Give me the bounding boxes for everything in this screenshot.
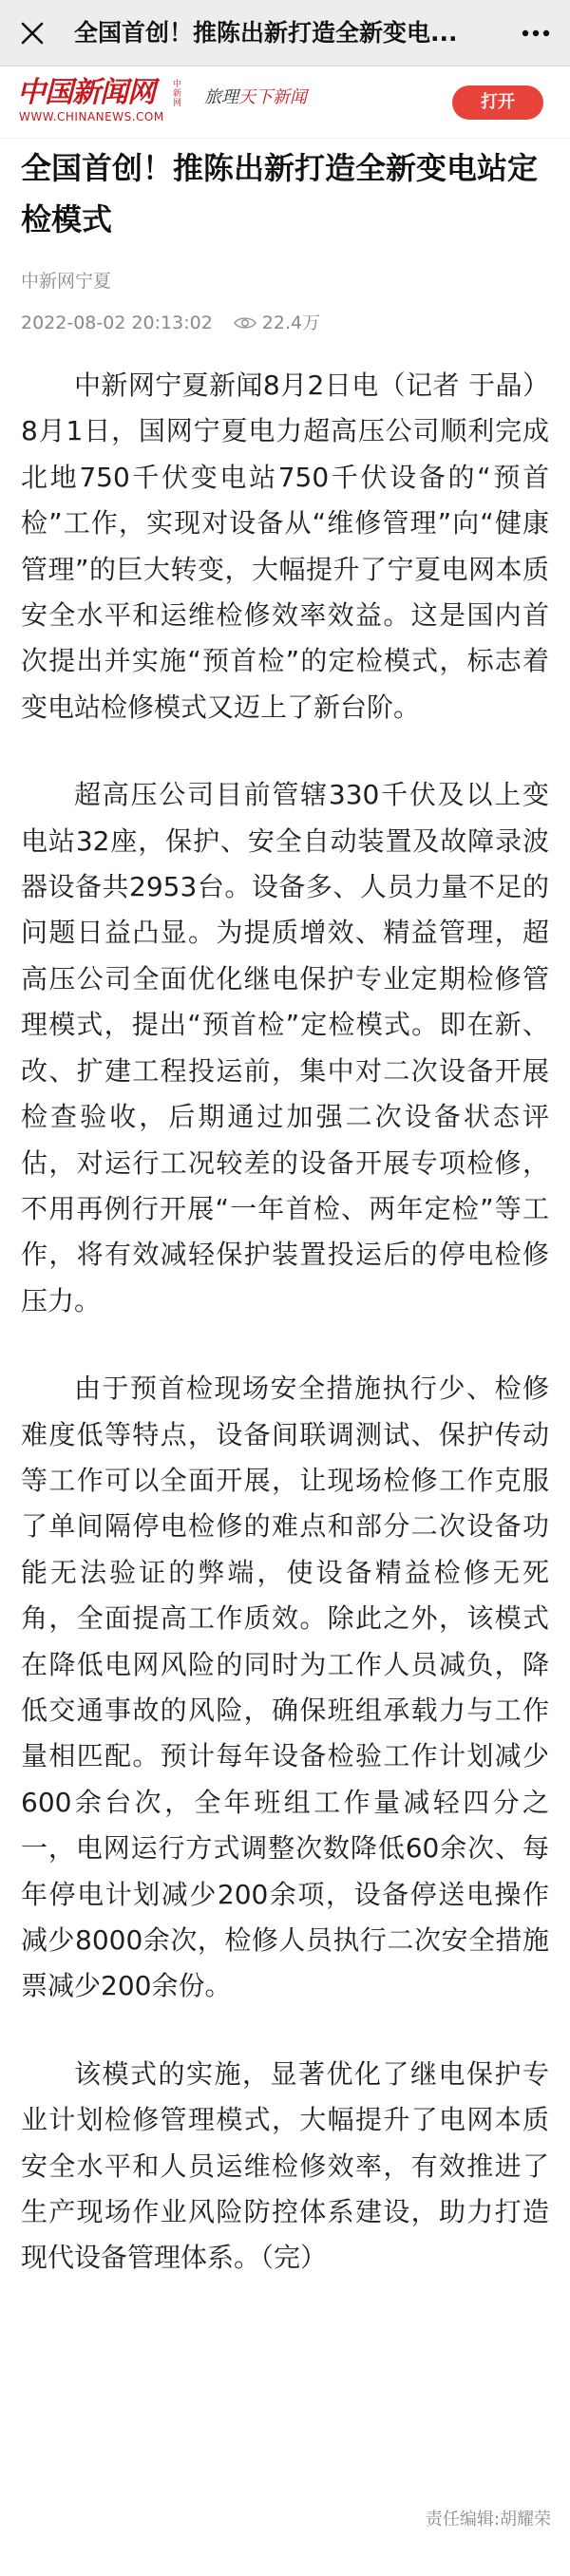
article-source[interactable]: 中新网宁夏 — [21, 271, 112, 292]
more-icon — [522, 28, 550, 38]
responsible-editor: 责任编辑:胡耀荣 — [425, 2510, 551, 2529]
article-headline: 全国首创！推陈出新打造全新变电站定检模式 — [21, 150, 539, 237]
logo-small-text: 中新网 — [173, 80, 182, 108]
logo-url: WWW.CHINANEWS.COM — [19, 110, 164, 123]
brand-slogan — [204, 85, 307, 110]
logo-text: 中国新闻网 — [17, 76, 155, 109]
article-paragraph: 超高压公司目前管辖330千伏及以上变电站32座，保护、安全自动装置及故障录波器设备共2953台。设备多、人员力量不足的问题日益凸显。为提质增效、精益管理，超高压公司全面优化继电保护专业定期检修管理模式，提出“预首检”定检模式。即在新、改、扩建工程投运前，集中对二次设备开展检查验收，后期通过加强二次设备状态评估，对运行工况较差的设备开展专项检修，不用再例行开展“一年首检、两年定检”等工作，将有效减轻保护装置投运后的停电检修压力。 — [21, 779, 549, 1316]
top-bar — [0, 0, 570, 66]
close-icon — [20, 21, 45, 46]
slogan-part-2: 天下新闻 — [238, 87, 307, 107]
view-count: 22.4万 — [261, 313, 321, 333]
publish-date: 2022-08-02 20:13:02 — [21, 313, 213, 333]
open-app-button[interactable]: 打开 — [452, 85, 543, 120]
article-meta — [21, 310, 320, 336]
article-paragraph: 该模式的实施，显著优化了继电保护专业计划检修管理模式，大幅提升了电网本质安全水平和人员运维检修效率，有效推进了生产现场作业风险防控体系建设，助力打造现代设备管理体系。（完） — [21, 2057, 549, 2274]
more-button[interactable] — [517, 14, 555, 52]
close-button[interactable] — [13, 14, 51, 52]
slogan-part-1: 旅理 — [204, 87, 238, 107]
eye-icon — [234, 315, 256, 331]
article-paragraph: 由于预首检现场安全措施执行少、检修难度低等特点，设备间联调测试、保护传动等工作可以全面开展，让现场检修工作克服了单间隔停电检修的难点和部分二次设备功能无法验证的弊端，使设备精益检修无死角，全面提高工作质效。除此之外，该模式在降低电网风险的同时为工作人员减负，降低交通事故的风险，确保班组承载力与工作量相匹配。预计每年设备检验工作计划减少600余台次，全年班组工作量减轻四分之一，电网运行方式调整次数降低60余次、每年停电计划减少200余项，设备停送电操作减少8000余次，检修人员执行二次安全措施票减少200余份。 — [21, 1373, 549, 2002]
article-body — [21, 363, 549, 2323]
article-paragraph: 中新网宁夏新闻8月2日电（记者 于晶）8月1日，国网宁夏电力超高压公司顺利完成北地750千伏变电站750千伏设备的“预首检”工作，实现对设备从“维修管理”向“健康管理”的巨大转变，大幅提升了宁夏电网本质安全水平和运维检修效率效益。这是国内首次提出并实施“预首检”的定检模式，标志着变电站检修模式又迈上了新台阶。 — [21, 369, 549, 723]
chinanews-logo[interactable] — [17, 76, 193, 125]
brand-bar — [0, 66, 570, 139]
window-title: 全国首创！推陈出新打造全新变电... — [74, 19, 458, 47]
